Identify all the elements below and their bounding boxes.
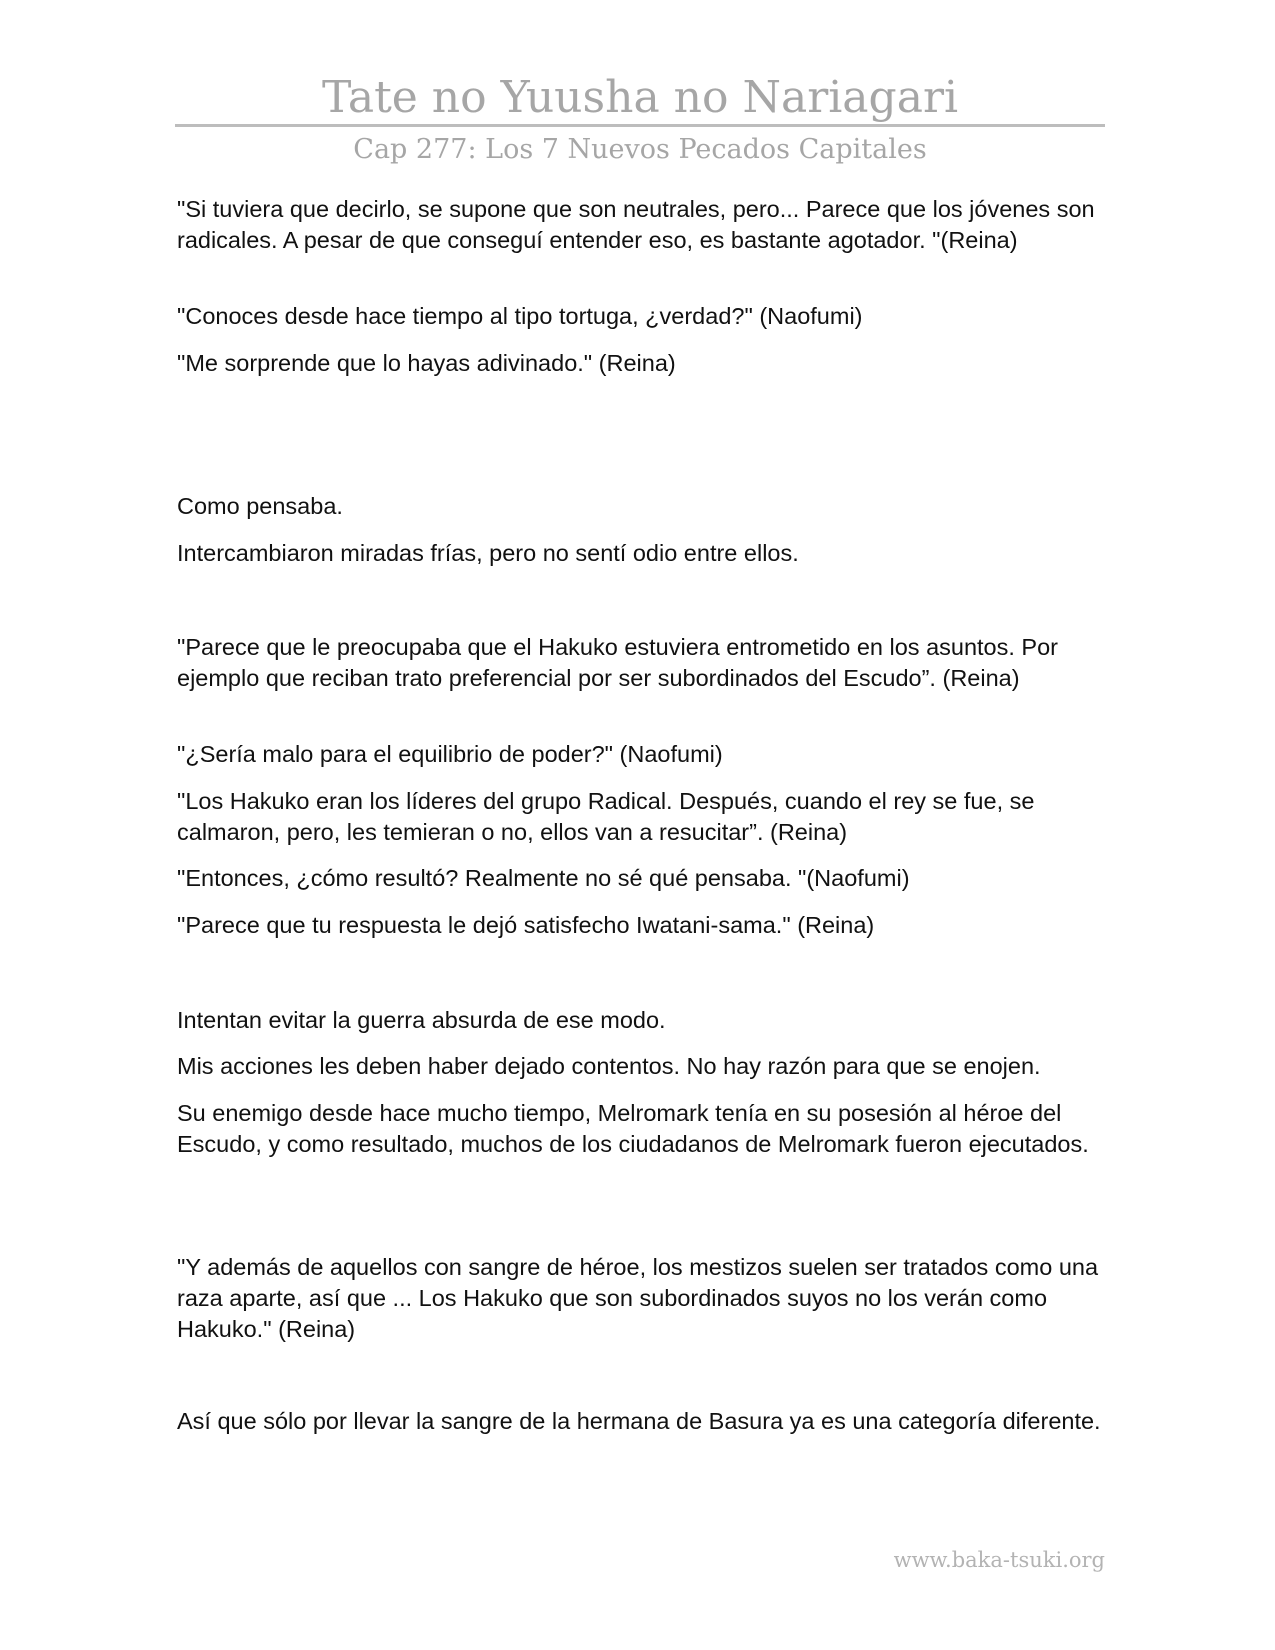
paragraph: "Entonces, ¿cómo resultó? Realmente no sé qué pensaba. "(Naofumi) [177, 865, 910, 891]
paragraph: "Si tuviera que decirlo, se supone que son neutrales, pero... Parece que los jóvenes son radicales. A pesar de que conseguí entender eso, es bastante agotador. "(Reina) [177, 196, 1095, 253]
paragraph: "Parece que le preocupaba que el Hakuko estuviera entrometido en los asuntos. Por ejemplo que reciban trato preferencial por ser subordinados del Escudo”. (Reina) [177, 634, 1058, 691]
paragraph: Así que sólo por llevar la sangre de la hermana de Basura ya es una categoría diferente. [177, 1408, 1101, 1434]
paragraph: Intentan evitar la guerra absurda de ese modo. [177, 1007, 666, 1033]
paragraph: "Parece que tu respuesta le dejó satisfecho Iwatani-sama." (Reina) [177, 912, 875, 938]
paragraph: "Conoces desde hace tiempo al tipo tortuga, ¿verdad?" (Naofumi) [177, 303, 863, 329]
title-divider [175, 124, 1105, 127]
paragraph: Mis acciones les deben haber dejado contentos. No hay razón para que se enojen. [177, 1053, 1041, 1079]
paragraph: "Los Hakuko eran los líderes del grupo Radical. Después, cuando el rey se fue, se calmaron, pero, les temieran o no, ellos van a resucitar”. (Reina) [177, 788, 1035, 845]
paragraph: "¿Sería malo para el equilibrio de poder?" (Naofumi) [177, 741, 723, 767]
document-title: Tate no Yuusha no Nariagari [321, 72, 959, 123]
paragraph: "Y además de aquellos con sangre de héroe, los mestizos suelen ser tratados como una raza aparte, así que ... Los Hakuko que son subordinados suyos no los verán como Hakuko." (Reina) [177, 1254, 1099, 1342]
paragraph: Intercambiaron miradas frías, pero no sentí odio entre ellos. [177, 540, 799, 566]
paragraph: Como pensaba. [177, 493, 343, 519]
chapter-subtitle: Cap 277: Los 7 Nuevos Pecados Capitales [353, 134, 927, 165]
footer-url: www.baka-tsuki.org [893, 1548, 1105, 1572]
paragraph: "Me sorprende que lo hayas adivinado." (Reina) [177, 350, 676, 376]
paragraph: Su enemigo desde hace mucho tiempo, Melromark tenía en su posesión al héroe del Escudo, y como resultado, muchos de los ciudadanos de Melromark fueron ejecutados. [177, 1100, 1089, 1157]
